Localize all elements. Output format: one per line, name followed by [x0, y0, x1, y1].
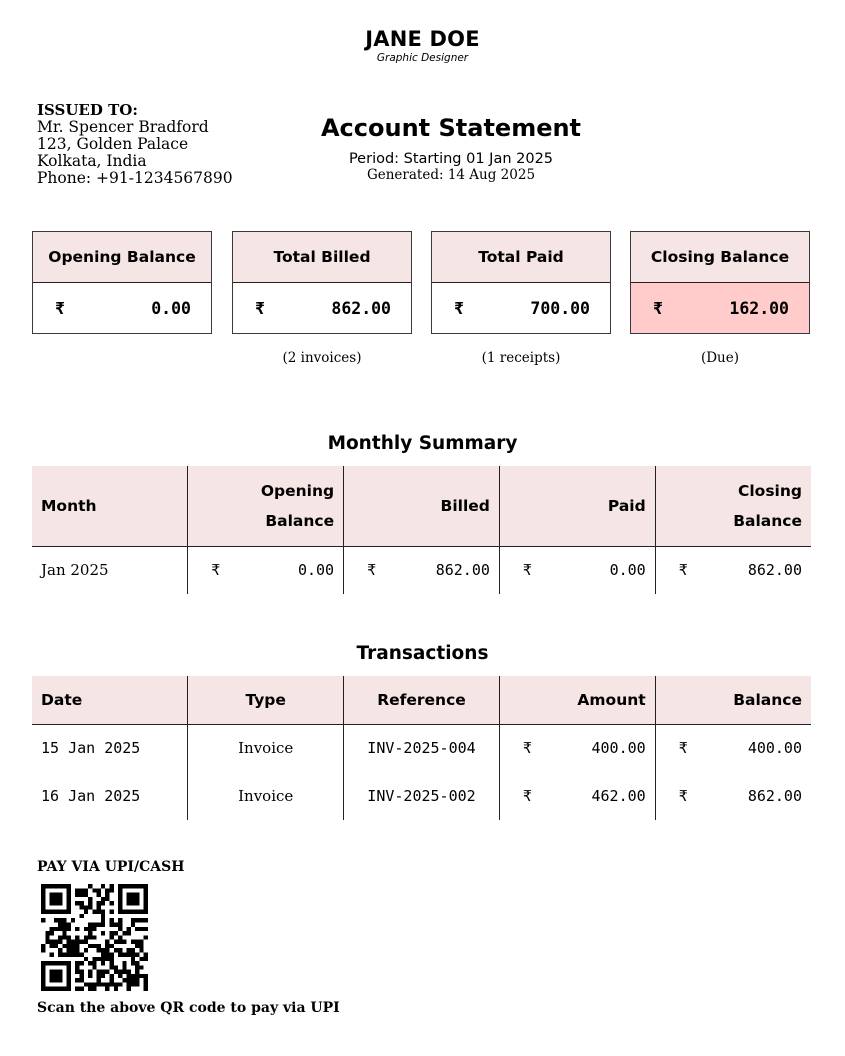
cell-date: 15 Jan 2025 [41, 739, 141, 758]
qr-code-icon [41, 884, 148, 991]
cell-balance [655, 772, 811, 820]
page-title: Account Statement [320, 114, 582, 142]
card-amount: 162.00 [729, 298, 789, 318]
issued-to-address-line1: 123, Golden Palace [37, 135, 189, 153]
cell-balance [655, 724, 811, 772]
card-opening-balance [32, 231, 212, 334]
cell-reference: INV-2025-004 [344, 724, 500, 772]
card-amount: 0.00 [151, 298, 191, 318]
rupee-icon: ₹ [367, 561, 377, 580]
card-total-paid [431, 231, 611, 366]
amount: 862.00 [747, 787, 802, 805]
monthly-summary-title: Monthly Summary [327, 433, 518, 454]
card-value [432, 283, 610, 333]
rupee-icon: ₹ [678, 787, 688, 805]
rupee-icon: ₹ [522, 787, 532, 805]
rupee-icon: ₹ [522, 739, 532, 758]
rupee-icon: ₹ [454, 298, 464, 318]
rupee-icon: ₹ [678, 561, 688, 580]
cell-reference: INV-2025-002 [344, 772, 500, 820]
amount: 0.00 [297, 561, 335, 580]
col-header-reference: Reference [344, 676, 500, 724]
amount: 862.00 [435, 561, 490, 580]
rupee-icon: ₹ [653, 298, 663, 318]
card-amount: 862.00 [331, 298, 391, 318]
brand-header [0, 26, 845, 64]
amount: 862.00 [747, 561, 802, 580]
issued-to-block [37, 102, 233, 187]
transactions-title: Transactions [356, 643, 489, 664]
table-row [32, 772, 811, 820]
card-label: Total Paid [432, 232, 610, 283]
card-label: Opening Balance [33, 232, 211, 283]
cell-type: Invoice [188, 772, 344, 820]
rupee-icon: ₹ [255, 298, 265, 318]
issued-to-label: ISSUED TO: [37, 101, 138, 119]
amount: 400.00 [747, 739, 802, 758]
col-header-amount: Amount [499, 676, 655, 724]
table-header-row [32, 676, 811, 724]
payment-label: PAY VIA UPI/CASH [37, 859, 185, 875]
payment-block [37, 858, 340, 1017]
card-value-due [631, 283, 809, 333]
summary-cards [32, 231, 811, 371]
cell-closing [655, 546, 811, 594]
cell-type: Invoice [188, 724, 344, 772]
col-header-billed: Billed [344, 466, 500, 546]
monthly-summary-table [32, 466, 811, 594]
card-amount: 700.00 [530, 298, 590, 318]
cell-month: Jan 2025 [41, 561, 109, 580]
brand-role: Graphic Designer [376, 52, 469, 64]
col-header-date: Date [32, 676, 188, 724]
card-label: Closing Balance [631, 232, 809, 283]
card-note: (2 invoices) [282, 350, 362, 366]
transactions-table [32, 676, 811, 820]
card-closing-balance [630, 231, 810, 366]
rupee-icon: ₹ [211, 561, 221, 580]
statement-title-block [270, 112, 632, 182]
issued-to-name: Mr. Spencer Bradford [37, 118, 209, 136]
rupee-icon: ₹ [55, 298, 65, 318]
table-header-row [32, 466, 811, 546]
col-header-closing-balance: Closing Balance [655, 466, 811, 546]
cell-amount [499, 724, 655, 772]
cell-date: 16 Jan 2025 [41, 787, 141, 805]
card-total-billed [232, 231, 412, 366]
rupee-icon: ₹ [522, 561, 532, 580]
issued-to-phone: Phone: +91-1234567890 [37, 169, 233, 187]
statement-period: Period: Starting 01 Jan 2025 [348, 151, 554, 167]
cell-billed [344, 546, 500, 594]
col-header-opening-balance: Opening Balance [188, 466, 344, 546]
col-header-balance: Balance [655, 676, 811, 724]
rupee-icon: ₹ [678, 739, 688, 758]
card-value [33, 283, 211, 333]
statement-generated-date: Generated: 14 Aug 2025 [366, 167, 536, 183]
card-label: Total Billed [233, 232, 411, 283]
col-header-type: Type [188, 676, 344, 724]
qr-modules [41, 884, 148, 991]
issued-to-address-line2: Kolkata, India [37, 152, 147, 170]
cell-amount [499, 772, 655, 820]
card-note-due: (Due) [700, 350, 740, 366]
cell-opening [188, 546, 344, 594]
table-row [32, 546, 811, 594]
amount: 462.00 [591, 787, 646, 805]
col-header-paid: Paid [499, 466, 655, 546]
col-header-month: Month [32, 466, 188, 546]
cell-paid [499, 546, 655, 594]
brand-name: JANE DOE [365, 27, 480, 51]
amount: 400.00 [591, 739, 646, 758]
card-value [233, 283, 411, 333]
card-note: (1 receipts) [481, 350, 561, 366]
amount: 0.00 [609, 561, 646, 580]
table-row [32, 724, 811, 772]
payment-note: Scan the above QR code to pay via UPI [37, 1000, 340, 1016]
